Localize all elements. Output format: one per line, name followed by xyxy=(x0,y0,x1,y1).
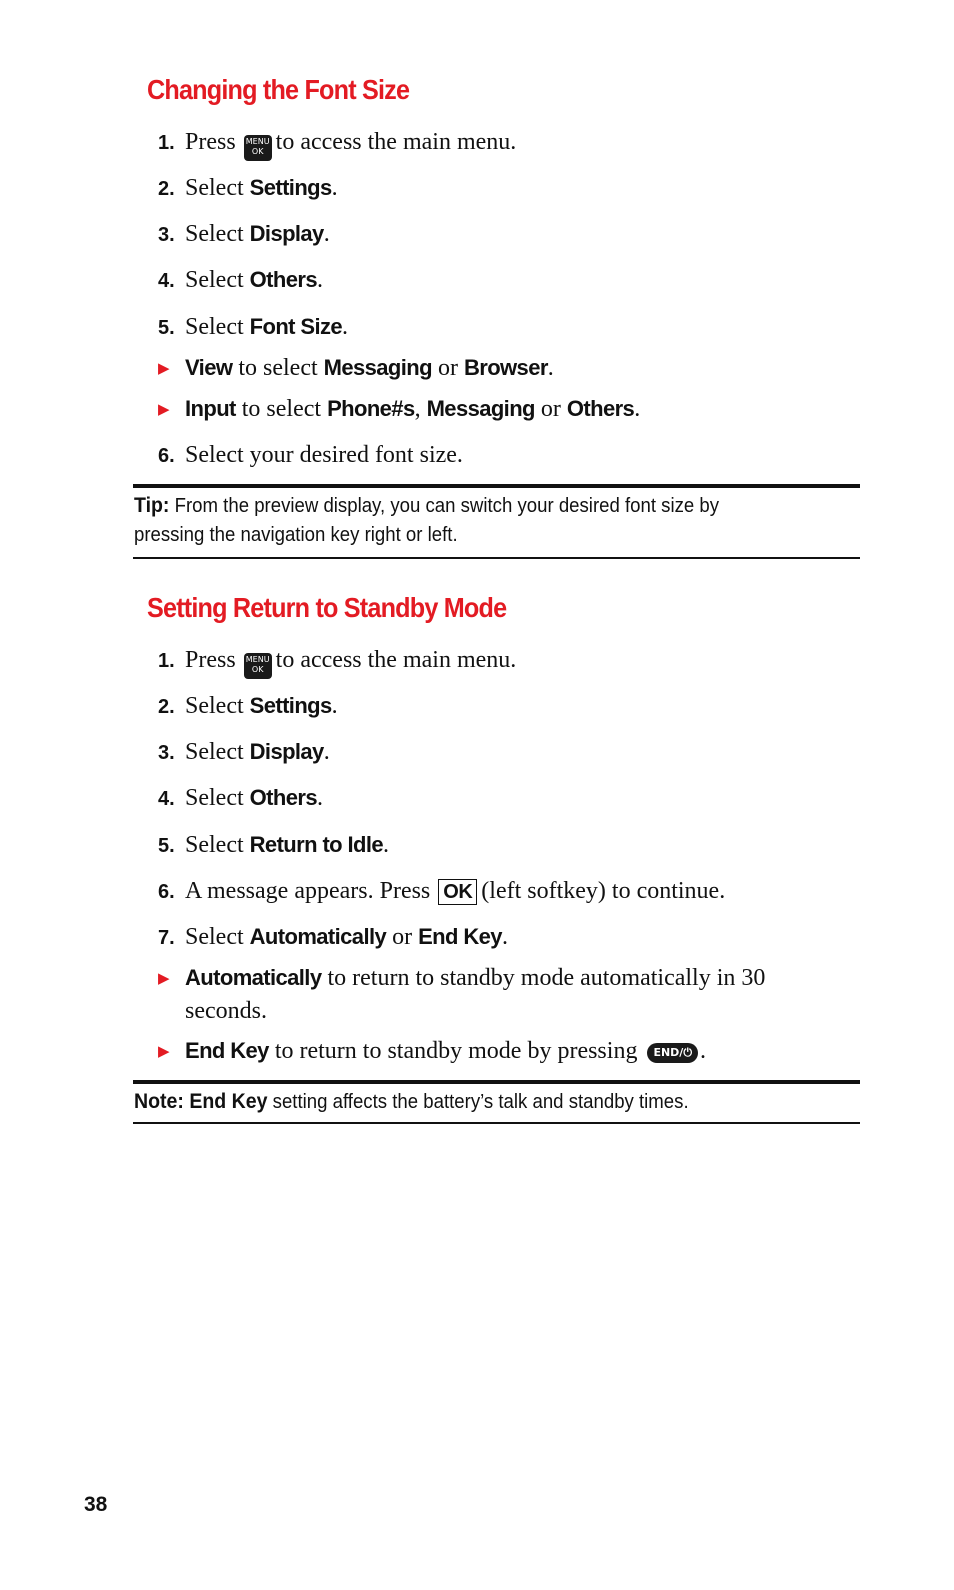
bullet-triangle-icon: ▶ xyxy=(158,1042,170,1060)
step-6-select-font-size: 6. Select your desired font size. xyxy=(158,442,463,468)
menu-ok-key-icon: MENU OK xyxy=(244,135,272,161)
step-1-press-menu: 1. Press MENU OK to access the main menu. xyxy=(158,127,516,161)
note-label: Note: End Key xyxy=(134,1090,268,1113)
bullet-end-key-option: ▶ End Key to return to standby mode by pressing END/⏻ . xyxy=(158,1038,707,1064)
end-power-key-icon: END/⏻ xyxy=(647,1043,698,1063)
step-3-select-display: 3. Select Display. xyxy=(158,221,330,247)
note-box: Note: End Key setting affects the battery’s talk and standby times. xyxy=(134,1090,689,1113)
step-2-select-settings: 2. Select Settings. xyxy=(158,175,338,201)
menu-ok-key-icon: MENU OK xyxy=(244,653,272,679)
section-heading-standby-mode: Setting Return to Standby Mode xyxy=(147,592,507,623)
step-5-select-return-to-idle: 5. Select Return to Idle. xyxy=(158,832,390,858)
section-heading-font-size: Changing the Font Size xyxy=(147,74,410,105)
step-2-select-settings: 2. Select Settings. xyxy=(158,693,338,719)
bullet-triangle-icon: ▶ xyxy=(158,359,170,377)
step-1-press-menu: 1. Press MENU OK to access the main menu. xyxy=(158,645,516,679)
bullet-automatically-continuation: seconds. xyxy=(185,998,267,1024)
bullet-triangle-icon: ▶ xyxy=(158,969,170,987)
step-4-select-others: 4. Select Others. xyxy=(158,785,323,811)
tip-label: Tip: xyxy=(134,494,170,517)
bullet-input-option: ▶ Input to select Phone#s, Messaging or Others. xyxy=(158,396,641,422)
tip-top-rule xyxy=(133,484,860,488)
step-4-select-others: 4. Select Others. xyxy=(158,267,323,293)
tip-box: Tip: From the preview display, you can switch your desired font size by pressing the navigation key right or left. xyxy=(134,494,720,546)
page-number: 38 xyxy=(84,1493,108,1516)
bullet-automatically-option: ▶ Automatically to return to standby mode automatically in 30 xyxy=(158,965,766,991)
bullet-view-option: ▶ View to select Messaging or Browser. xyxy=(158,355,554,381)
step-3-select-display: 3. Select Display. xyxy=(158,739,330,765)
step-6-press-ok: 6. A message appears. Press OK (left softkey) to continue. xyxy=(158,878,726,904)
tip-bottom-rule xyxy=(133,557,860,559)
ok-softkey-icon: OK xyxy=(438,879,477,905)
step-7-select-mode: 7. Select Automatically or End Key. xyxy=(158,924,508,950)
note-bottom-rule xyxy=(133,1122,860,1124)
bullet-triangle-icon: ▶ xyxy=(158,400,170,418)
note-top-rule xyxy=(133,1080,860,1084)
step-5-select-font-size: 5. Select Font Size. xyxy=(158,314,349,340)
